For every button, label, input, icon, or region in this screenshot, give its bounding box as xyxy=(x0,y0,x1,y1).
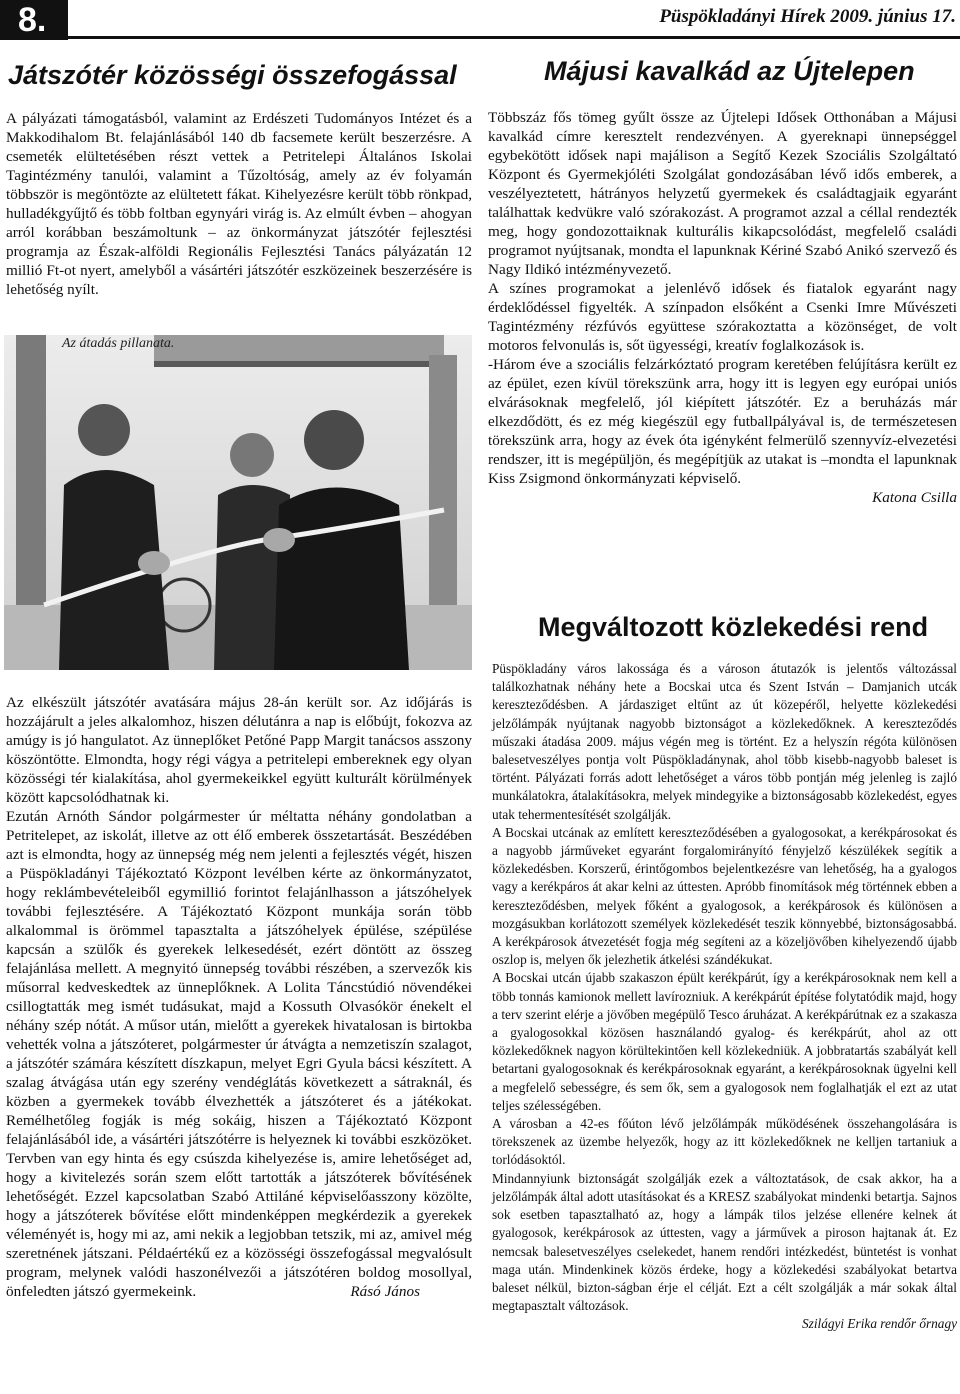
ribbon-cutting-photo xyxy=(4,335,472,670)
article-body-right-bottom xyxy=(492,660,957,1334)
carnival-paragraph-3: -Három éve a szociális felzárkóztató program keretében felújításra került ez az épület, ezen kívül törekszünk arra, hogy itt is legyen egy európai uniós elvárásoknak megfelelő, jól kiépített játszótér. Ez a beruházás már elkezdődött, és ez még kiegészül egy futballpályával is, de természetesen törekszünk arra, hogy az évek óta igényként felmerülő szennyvíz-elvezetési rendszer, itt is megépüljön, és megépítjük az utakat is –mondta el lapunknak Kiss Zsigmond önkormányzati képviselő. xyxy=(488,356,957,487)
article-title-may-carnival: Májusi kavalkád az Újtelepen xyxy=(544,56,915,86)
article-title-playground: Játszótér közösségi összefogással xyxy=(8,60,457,90)
carnival-paragraph-2: A színes programokat a jelenlévő idősek és fiatalok egyaránt nagy érdeklődéssel figyelték. A színpadon elsőként a Csenki Imre Művészeti Tagintézmény rézfúvós együttese szórakoztatta a közönséget, de volt motoros felvonulás is, sőt ügyességi, kreatív foglalkozások is. xyxy=(488,280,957,354)
author-right-bottom: Szilágyi Erika rendőr őrnagy xyxy=(802,1316,957,1332)
intro-paragraph: A pályázati támogatásból, valamint az Erdészeti Tudományos Intézet és a Makkodihalom Bt. felajánlásából 140 db facsemete került beszerzésre. A csemeték elültetésében részt vettek a Petritelepi Általános Iskolai Tagintézmény tanulói, valamint a Tűzoltóság, amely az év folyamán többször is megöntözte az elültetett fákat. Kihelyezésre került több rönkpad, hulladékgyűjtő és több foltban egynyári virág is. Az elmúlt évben – ahogyan arról korábban beszámoltunk – az önkormányzat játszótér fejlesztési programja az Észak-alföldi Regionális Fejlesztési Tanács pályázatán 12 millió Ft-ot nyert, amelyből a vásártéri játszótér eszközeinek beszerzésére is lehetőség nyílt. xyxy=(6,110,472,298)
article-intro xyxy=(6,109,472,299)
body-paragraph-1: Az elkészült játszótér avatására május 28-án került sor. Az időjárás is hozzájárult a jeles alkalomhoz, hiszen délutánra a nap is előbújt, fokozva az amúgy is jó hangulatot. Az ünneplőket Petőné Papp Margit tanácsos asszony köszöntötte. Elmondta, hogy régi vágya a petritelepi embereknek egy olyan közösségi tér kialakítása, ahol gyermekeikkel együtt kulturált körülmények között kapcsolódhatnak ki. xyxy=(6,694,472,806)
traffic-paragraph-5: Mindannyiunk biztonságát szolgálják ezek a változtatások, de csak akkor, ha a jelzőlámpák által adott utasításokat és a KRESZ szabályokat mindenki betartja. Sajnos sok esetben tapasztalható az, hogy a lámpák tilos jelzése ellenére kelnek át gyalogosok, kerékpárosok az úttesten, vagy a járművek a piroson hajtanak át. Ez nemcsak balesetveszélyes cselekedet, hanem rendőri intézkedést, büntetést is vonhat maga után. Mindenkinek közös érdeke, hogy a közlekedési szabályokat betartva baleset nélkül, bizton-ságban érje el célját. Ezt a célt szolgálják a már sokak által megtapasztalt változások. xyxy=(492,1170,957,1314)
issue-line: Püspökladányi Hírek 2009. június 17. xyxy=(659,6,956,27)
traffic-paragraph-1: Püspökladány város lakossága és a városon átutazók is jelentős változással találkozhatnak néhány hete a Bocskai utca és Szent István – Damjanich utcák kereszteződésben. A járdasziget eltűnt az út közepéről, helyette közlekedési jelzőlámpák nyújtanak nagyobb biztonságot a közlekedőknek. A kereszteződés műszaki átadása 2009. május végén meg is történt. Ez a helyszín régóta különösen balesetveszélyes pontja volt Püspökladánynak, ahol több kisebb-nagyobb baleset is történt. Pályázati forrás adott lehetőséget a város több pontján még jelenleg is zajló munkálatokra, átalakításokra, melyek mindegyike a biztonságosabb közlekedést, egyes utak tehermentesítését szolgálják. xyxy=(492,661,957,822)
body-paragraph-2: Ezután Arnóth Sándor polgármester úr méltatta néhány gondolatban a Petritelepet, az iskolát, illetve az ott élő emberek összetartását. Beszédében azt is elmondta, hogy az ünnepség még nem jelenti a fejlesztés végét, hiszen a Püspökladányi Tájékoztató Központ levélben kérte az önkormányzatot, hogy reklámbevételeiből egymillió forintot felajánlhasson a játszóhelyek további fejlesztésére. A Tájékoztató Központ munkája során több alkalommal is örömmel tapasztalta a játszóhelyek épülése, szépülése kapcsán a szülők és gyerekek lelkesedését, ezért döntött az összeg felajánlása mellett. A megnyitó ünnepség további részében, a szervezők kis műsorral kedveskedtek az ünneplőknek. A Lolita Táncstúdió növendékei csillogtatták meg ismét tudásukat, majd a Kossuth Olvasókör énekelt el néhány szép nótát. A műsor után, mielőtt a gyerekek hivatalosan is birtokba vehették volna a játszóteret, polgármester úr átvágta a nemzetiszín szalagot, a játszótér számára készített díszkapun, melyet Egri Gyula bácsi készített. A szalag átvágása után egy szerény vendéglátás következett a sátraknál, és közben a gyermekek tovább élvezhették a játszóteret és a játékokat. Remélhetőleg fogják is még sokáig, hiszen a Tájékoztató Központ felajánlásából ide, a vásártéri játszótérre is helyeznek ki további eszközöket. Tervben van egy hinta és egy csúszda kihelyezése is, amire lehetőséget ad, hogy a kivitelezés során szem előtt tartották a játszóterek bővítésének lehetőségét. Ezzel kapcsolatban Szabó Attiláné képviselőasszony közölte, hogy a játszóterek bővítése előtt mindenképpen megkérdezik a gyerekek véleményét is, hogy mi az, ami nekik a legjobban tetszik, mi az, amivel még szeretnének játszani. Példaértékű ez a közösségi összefogással megvalósult program, melynek valódi haszonélvezői a játszótéren boldog mosollyal, önfeledten játszó gyermekeink. xyxy=(6,808,472,1300)
carnival-paragraph-1: Többszáz fős tömeg gyűlt össze az Újtelepi Idősek Otthonában a Májusi kavalkád címre keresztelt rendezvényen. A gyereknapi ünnepséggel egybekötött idősek napi majálison a Segítő Kezek Szociális Szolgáltató Központ és Gyermekjóléti Szolgálat gondozásában lévő idős emberek, a veszélyeztetett, hátrányos helyzetű gyermekek és családtagjaik egyaránt találhattak kedvükre való szórakozást. A programot azzal a céllal rendezték meg, hogy gondozottaiknak kulturális kikapcsolódást, megfelelő családi programot nyújtsanak, mondta el lapunknak Kériné Szabó Anikó szervező és Nagy Ildikó intézményvezető. xyxy=(488,109,957,278)
traffic-paragraph-2: A Bocskai utcának az említett kereszteződésében a gyalogosokat, a kerékpárosokat és a nagyobb járműveket egyaránt forgalomirányító fényjelző készülékek segítik a közlekedésben. Korszerű, érintőgombos bejelentkezésre van lehetőség, ha a gyalogos vagy a kerékpáros át akar kelni az úttesten. Apróbb finomítások még történnek ebben a kereszteződésben, melyek főként a gyalogosok, a kerékpárosok és különösen a mozgásukban korlátozott személyek közlekedését teszik könnyebbé, biztonságosabbá. A kerékpárosok átvezetését fogja még segíteni az a közeljövőben kihelyezendő újabb oszlop is, melyen ők jelezhetik átkelési szándékukat. xyxy=(492,824,957,968)
traffic-paragraph-3: A Bocskai utcán újabb szakaszon épült kerékpárút, így a kerékpárosoknak nem kell a több tonnás kamionok mellett lavírozniuk. A kerékpárút építése folytatódik majd, hogy a terv szerint elérje a jövőben megépülő Tesco áruházat. A kerékpárútnak ez a szakasza a gyalogosokkal közösen használandó gyalog- és kerékpárút, ahol az ott közlekedőknek nagyon körültekintően kell közlekedniük. A jobbratartás szabályát kell betartani gyalogosoknak és kerékpárosoknak egyaránt, a kerékpárosoknak ügyelni kell a megfelelő sebességre, és sem ők, sem a gyalogosok nem foglalhatják el ezt az utat teljes szélességében. xyxy=(492,970,957,1113)
photo-caption: Az átadás pillanata. xyxy=(62,336,175,351)
article-body-right-top xyxy=(488,108,957,507)
article-body-left xyxy=(6,693,472,1301)
author-right-top: Katona Csilla xyxy=(872,489,957,506)
traffic-paragraph-4: A városban a 42-es főúton lévő jelzőlámpák működésének összehangolására is törekszenek az üzembe helyezők, hogy az itt közlekedőknek ne kelljen tartaniuk a torlódásoktól. xyxy=(492,1116,957,1168)
page-number: 8. xyxy=(0,0,68,40)
article-title-traffic: Megváltozott közlekedési rend xyxy=(538,612,929,642)
header-rule xyxy=(68,36,960,39)
author-left: Rásó János xyxy=(350,1283,420,1300)
